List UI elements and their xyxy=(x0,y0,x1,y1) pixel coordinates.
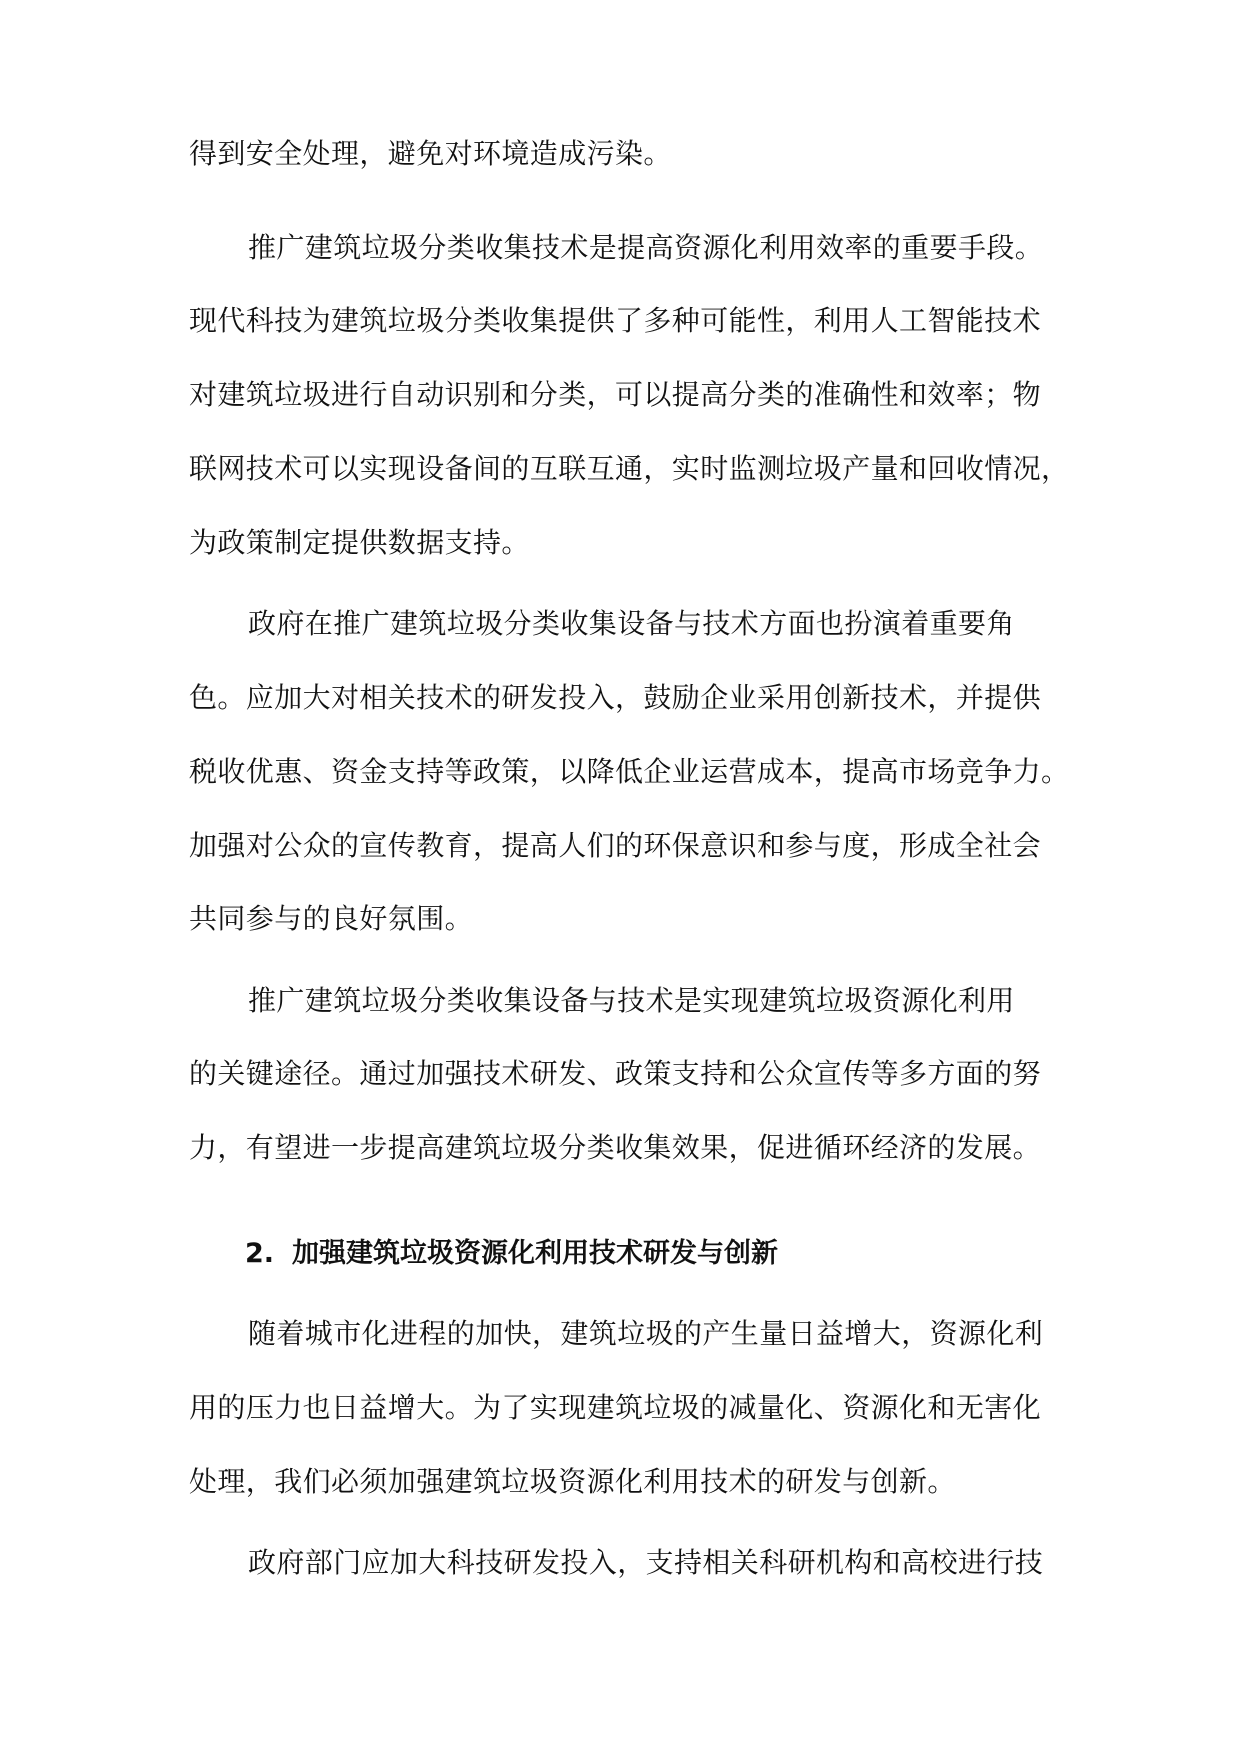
section-heading xyxy=(245,1234,778,1274)
body-line-9: 税收优惠、资金支持等政策，以降低企业运营成本，提高市场竞争力。 xyxy=(189,755,1070,788)
body-line-3: 现代科技为建筑垃圾分类收集提供了多种可能性，利用人工智能技术 xyxy=(189,304,1042,337)
body-line-5: 联网技术可以实现设备间的互联互通，实时监测垃圾产量和回收情况， xyxy=(189,452,1070,485)
section-line-3: 处理，我们必须加强建筑垃圾资源化利用技术的研发与创新。 xyxy=(189,1465,956,1498)
section-line-2: 用的压力也日益增大。为了实现建筑垃圾的减量化、资源化和无害化 xyxy=(189,1391,1042,1424)
section-heading-title: 加强建筑垃圾资源化利用技术研发与创新 xyxy=(292,1238,779,1269)
body-line-2: 推广建筑垃圾分类收集技术是提高资源化利用效率的重要手段。 xyxy=(248,231,1044,264)
body-line-8: 色。应加大对相关技术的研发投入，鼓励企业采用创新技术，并提供 xyxy=(189,681,1042,714)
section-line-1: 随着城市化进程的加快，建筑垃圾的产生量日益增大，资源化利 xyxy=(248,1317,1044,1350)
body-line-7: 政府在推广建筑垃圾分类收集设备与技术方面也扮演着重要角 xyxy=(248,607,1015,640)
body-line-14: 力，有望进一步提高建筑垃圾分类收集效果，促进循环经济的发展。 xyxy=(189,1131,1042,1164)
body-line-1: 得到安全处理，避免对环境造成污染。 xyxy=(189,137,672,170)
body-line-4: 对建筑垃圾进行自动识别和分类，可以提高分类的准确性和效率；物 xyxy=(189,378,1042,411)
section-heading-number: 2. xyxy=(245,1238,275,1269)
body-line-6: 为政策制定提供数据支持。 xyxy=(189,526,530,559)
body-line-13: 的关键途径。通过加强技术研发、政策支持和公众宣传等多方面的努 xyxy=(189,1057,1042,1090)
body-line-10: 加强对公众的宣传教育，提高人们的环保意识和参与度，形成全社会 xyxy=(189,829,1042,862)
body-line-11: 共同参与的良好氛围。 xyxy=(189,902,474,935)
section-line-4: 政府部门应加大科技研发投入，支持相关科研机构和高校进行技 xyxy=(248,1546,1044,1579)
body-line-12: 推广建筑垃圾分类收集设备与技术是实现建筑垃圾资源化利用 xyxy=(248,984,1015,1017)
